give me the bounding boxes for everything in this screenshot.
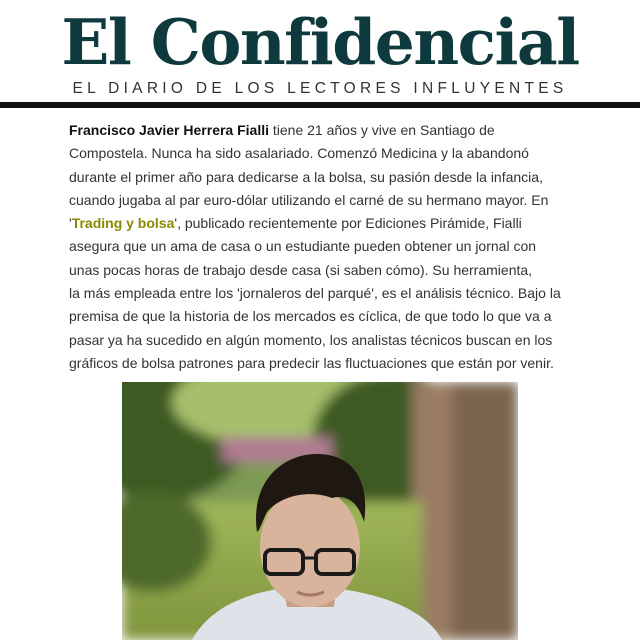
article-line: gráficos de bolsa patrones para predecir las fluctuaciones que están por venir. — [69, 354, 554, 371]
masthead-divider — [0, 102, 640, 108]
article-line: unas pocas horas de trabajo desde casa (si saben cómo). Su herramienta, — [69, 261, 533, 278]
newspaper-logo[interactable]: El Confidencial — [61, 5, 579, 79]
article-body — [69, 119, 599, 375]
article-line: 'Trading y bolsa', publicado recientemente por Ediciones Pirámide, Fialli — [69, 215, 522, 232]
article-line: premisa de que la historia de los mercados es cíclica, de que todo lo que va a — [69, 308, 552, 325]
stone-wall-shade — [452, 382, 518, 640]
article-line: durante el primer año para dedicarse a la bolsa, su pasión desde la infancia, — [69, 168, 543, 185]
author-name: Francisco Javier Herrera Fialli — [69, 122, 269, 138]
article-line: la más empleada entre los 'jornaleros del parqué', es el análisis técnico. Bajo la — [69, 285, 561, 302]
masthead-tagline: EL DIARIO DE LOS LECTORES INFLUYENTES — [72, 80, 568, 97]
book-title-link[interactable]: Trading y bolsa — [71, 215, 175, 232]
masthead — [0, 0, 640, 110]
article-line: Compostela. Nunca ha sido asalariado. Comenzó Medicina y la abandonó — [69, 145, 529, 162]
article-line: pasar ya ha sucedido en algún momento, los analistas técnicos buscan en los — [69, 331, 553, 348]
author-photo — [122, 382, 518, 640]
face — [260, 487, 360, 607]
article-line: asegura que un ama de casa o un estudiante pueden obtener un jornal con — [69, 238, 537, 255]
article-line: Francisco Javier Herrera Fialli tiene 21 años y vive en Santiago de — [69, 122, 495, 138]
article-line: cuando jugaba al par euro-dólar utilizando el carné de su hermano mayor. En — [69, 191, 549, 208]
